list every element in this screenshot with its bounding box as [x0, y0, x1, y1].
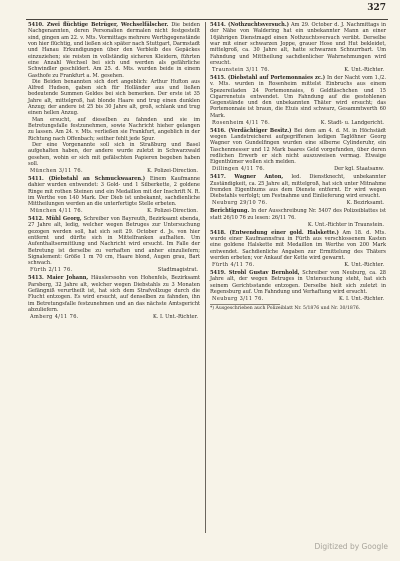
signature-authority: K. Bezirksamt. — [346, 200, 384, 207]
notice-entry — [28, 22, 200, 174]
notice-text: Die beiden Nachgenannten, deren Personalien dermalen nicht festgestellt sind, gingen am 22. v. Mts. Vormittags mehrere Werthgegenstände von hier flüchtig, und ließen sich später nach Stuttgart, Darmstadt und Hanau Erkundigungen über den Verbleib des Gepäckes einzuziehen; sie reisten in vollständig sicheren Kleidern, führten eine Anzahl Wechsel bei sich und werden als gefährliche Schwindler geschildert. Am 25. d. Mts. wurden beide in einem Gasthofe zu Frankfurt a. M. gesehen. — [28, 22, 200, 79]
notice-text: In der Nacht vom 1./2. v. Mts. wurden in Rosenheim mittelst Einbruchs aus einem Spezereiladen 24 Portemonnaies, 6 Geldtäschchen und 15 Cigarrenetuis entwendet. Um Fahndung auf die gestohlenen Gegenstände und den unbekannten Thäter wird ersucht; das Portemonnaie ist braun, die Etuis sind schwarz, Gesammtwerth 60 Mark. — [210, 74, 386, 119]
notice-text: Häuslerssohn von Hohenfels, Bezirksamt Parsberg, 32 Jahre alt, welcher wegen Diebstahls zu 3 Monaten Gefängniß verurtheilt ist, hat sich dem Strafvollzuge durch die Flucht entzogen. Es wird ersucht, auf denselben zu fahnden, ihn im Betretungsfalle festzunehmen und an das nächste Amtsgericht abzuliefern. — [28, 275, 200, 313]
signature-place-date: München 3/11 76. — [30, 167, 83, 174]
notice-heading: 5410. Zwei flüchtige Betrüger, Wechselfälscher. — [28, 22, 169, 28]
notice-paragraph — [210, 174, 386, 199]
signature-authority: K. Unt.-Richter in Traunstein. — [307, 221, 384, 228]
signature-place-date: Neuburg 3/11 76. — [212, 295, 264, 302]
signature-authority: K. Unt.-Richter. — [344, 66, 384, 73]
notice-entry — [210, 128, 386, 173]
notice-paragraph — [210, 230, 386, 262]
notice-signature — [210, 200, 386, 206]
notice-entry — [210, 208, 386, 228]
column-divider — [205, 22, 206, 533]
notice-paragraph — [210, 128, 386, 166]
signature-authority: K. I. Unt.-Richter. — [153, 313, 198, 320]
signature-authority: Stadtmagistrat. — [157, 267, 198, 274]
notice-heading: Berichtigung. — [210, 208, 250, 215]
notice-text: Bei dem am 4. d. M. in Höchstädt wegen Landstreicherei aufgegriffenen ledigen Taglöhner Georg Wagner von Gundelfingen wurden eine silberne Cylinderuhr, ein Taschenmesser und 12 Mark baares Geld vorgefunden, über deren redlichen Erwerb er sich nicht auszuweisen vermag. Etwaige Eigenthümer wollen sich melden. — [210, 127, 387, 166]
notice-signature — [210, 296, 386, 302]
notice-signature — [210, 222, 386, 228]
notice-paragraph — [28, 117, 200, 142]
notice-paragraph — [210, 75, 386, 119]
notice-paragraph — [210, 208, 386, 221]
signature-place-date: Fürth 4/11 76. — [212, 261, 255, 268]
right-column — [210, 22, 386, 311]
footnote: *) Ausgeschrieben auch Polizeiblatt Nr. 5/1876 und Nr. 30/1876. — [210, 305, 361, 311]
google-watermark: Digitized by Google — [314, 542, 388, 551]
notice-text: Einem Kaufmanne dahier wurden entwendet: 3 Gold- und 1 Silberkette, 2 goldene Ringe mit rothen Steinen und ein Medaillon mit der Inschrift N. R. im Werthe von 140 Mark. Der Dieb ist unbekannt, sachdienliche Mittheilungen werden an die unterfertigte Stelle erbeten. — [28, 175, 201, 208]
notice-paragraph — [28, 176, 200, 208]
notice-entry — [210, 174, 386, 206]
notice-heading: 5411. (Diebstahl an Schmuckwaaren.) — [28, 175, 146, 182]
notice-heading: 5419. Strobl Gustav Bernhold, — [210, 269, 300, 276]
notice-text: led. Dienstknecht, unbekannter Zuständigkeit, ca. 25 Jahre alt, mittelgroß, hat sich unter Mitnahme fremden Eigenthums aus dem Dienste entfernt. Er wird wegen Diebstahls verfolgt; um Festnahme und Einlieferung wird ersucht. — [210, 174, 386, 200]
signature-place-date: Fürth 2/11 76. — [30, 267, 73, 274]
notice-signature — [28, 314, 200, 320]
notice-text: Schreiber von Bayreuth, Bezirksamt ebenda, 27 Jahre alt, ledig, welcher wegen Betruges zur Untersuchung gezogen werden soll, hat sich seit 29. October d. Js. von hier entfernt und dürfte sich in Mittelfranken aufhalten. Um Aufenthaltsermittlung und Nachricht wird ersucht. Im Falle der Betretung ist derselbe zu verhaften und anher einzuliefern; Signalement: Größe 1 m 70 cm, Haare blond, Augen grau, Bart schwach. — [28, 216, 200, 267]
notice-heading: 5412. Mühl Georg, — [28, 216, 82, 223]
signature-authority: K. Polizei-Direction. — [147, 167, 198, 174]
notice-text: Man ersucht, auf dieselben zu fahnden und sie im Betretungsfalle festzunehmen, sowie Nachricht hieher gelangen zu lassen. Am 24. v. Mts. verließen sie Frankfurt, angeblich in der Richtung nach Offenbach; seither fehlt jede Spur. — [28, 116, 200, 142]
notice-entry — [210, 75, 386, 126]
notice-paragraph — [28, 79, 200, 117]
notice-signature — [210, 67, 386, 73]
notice-entry — [210, 230, 386, 268]
notice-text: Am 18. d. Mts. wurde einer Kaufmannsfrau in Fürth aus verschlossenem Kasten eine goldene Halskette mit Medaillon im Werthe von 200 Mark entwendet. Sachdienliche Angaben zur Ermittelung des Thäters werden erbeten; vor Ankauf der Kette wird gewarnt. — [210, 229, 386, 261]
signature-authority: Der kgl. Staatsanw. — [334, 166, 384, 173]
signature-place-date: Rosenheim 4/11 76. — [212, 119, 271, 126]
notice-signature — [210, 262, 386, 268]
notice-signature — [28, 208, 200, 214]
notice-paragraph — [210, 270, 386, 295]
header-rule — [26, 19, 388, 20]
notice-entry — [210, 22, 386, 73]
signature-authority: K. Polizei-Direction. — [147, 208, 198, 215]
notice-heading: 5415. (Diebstahl auf Portemonnaies zc.) — [210, 74, 326, 81]
notice-text: Die Beiden benannten sich dort angeblich: Arthur Hufton aus Alfred Hudson, gaben sich für Holländer aus und ließen bedeutende Summen Geldes bei sich bemerken. Der erste ist 35 Jahre alt, mittelgroß, hat blonde Haare und trug einen dunklen Anzug; der andere ist 25 bis 30 Jahre alt, groß, schlank und trug einen hellen Anzug. — [28, 78, 200, 117]
notice-heading: 5418. (Entwendung einer gold. Halskette.) — [210, 229, 339, 236]
notice-signature — [28, 168, 200, 174]
left-column — [28, 22, 200, 322]
signature-place-date: München 4/11 76. — [30, 208, 83, 215]
notice-signature — [210, 120, 386, 126]
notice-paragraph — [28, 22, 200, 79]
notice-paragraph — [210, 22, 386, 66]
notice-signature — [28, 267, 200, 273]
signature-authority: K. Stadt- u. Landgericht. — [320, 119, 384, 126]
notice-text: Der eine Vorgenannte soll sich in Straßburg und Basel aufgehalten haben, der andere wurde zuletzt in Schwarzwald gesehen, wohin er sich mit gefälschten Papieren begeben haben soll. — [28, 141, 200, 167]
notice-paragraph — [28, 275, 200, 313]
signature-authority: K. I. Unt.-Richter. — [339, 295, 384, 302]
notice-heading: 5413. Maier Johann, — [28, 275, 89, 282]
notice-text: In der Ausschreibung Nr. 5407 des Polizeiblattes ist statt 26/10 76 zu lesen: 26/11 76. — [210, 208, 386, 221]
signature-place-date: Amberg 4/11 76. — [30, 313, 79, 320]
notice-entry — [28, 216, 200, 273]
notice-paragraph — [28, 216, 200, 267]
notice-heading: 5417. Wagner Anton, — [210, 174, 284, 181]
notice-text: Am 29. October d. J. Nachmittags in der Nähe von Waldering hat ein unbekannter Mann an einer 16jährigen Dienstmagd einen Nothzuchtsversuch verübt. Derselbe war mit einer schwarzen Joppe, grauer Hose und Hut bekleidet, mittelgroß, ca. 30 Jahre alt, hatte schwarzen Schnurrbart. Um Fahndung und Mittheilung sachdienlicher Wahrnehmungen wird ersucht. — [210, 22, 386, 66]
footnote-rule — [210, 304, 280, 305]
notice-signature — [210, 166, 386, 172]
right-column-entries — [210, 22, 386, 302]
notice-entry — [28, 275, 200, 320]
signature-authority: K. Unt.-Richter. — [344, 261, 384, 268]
signature-place-date: Traunstein 3/11 76. — [212, 66, 270, 73]
notice-heading: 5416. (Verdächtiger Besitz.) — [210, 127, 292, 134]
signature-place-date: Dillingen 4/11 76. — [212, 166, 265, 173]
notice-entry — [210, 270, 386, 302]
notice-paragraph — [28, 142, 200, 167]
notice-entry — [28, 176, 200, 214]
notice-heading: 5414. (Nothzuchtsversuch.) — [210, 22, 289, 28]
page-number: 327 — [367, 3, 386, 13]
signature-place-date: Neuburg 29/10 76. — [212, 200, 268, 207]
notice-text: Schreiber von Neuburg, ca. 28 Jahre alt, der wegen Betruges in Untersuchung steht, hat sich seinem Gerichtsstande entzogen. Derselbe hielt sich zuletzt in Regensburg auf. Um Fahndung und Verhaftung wird ersucht. — [210, 269, 387, 295]
